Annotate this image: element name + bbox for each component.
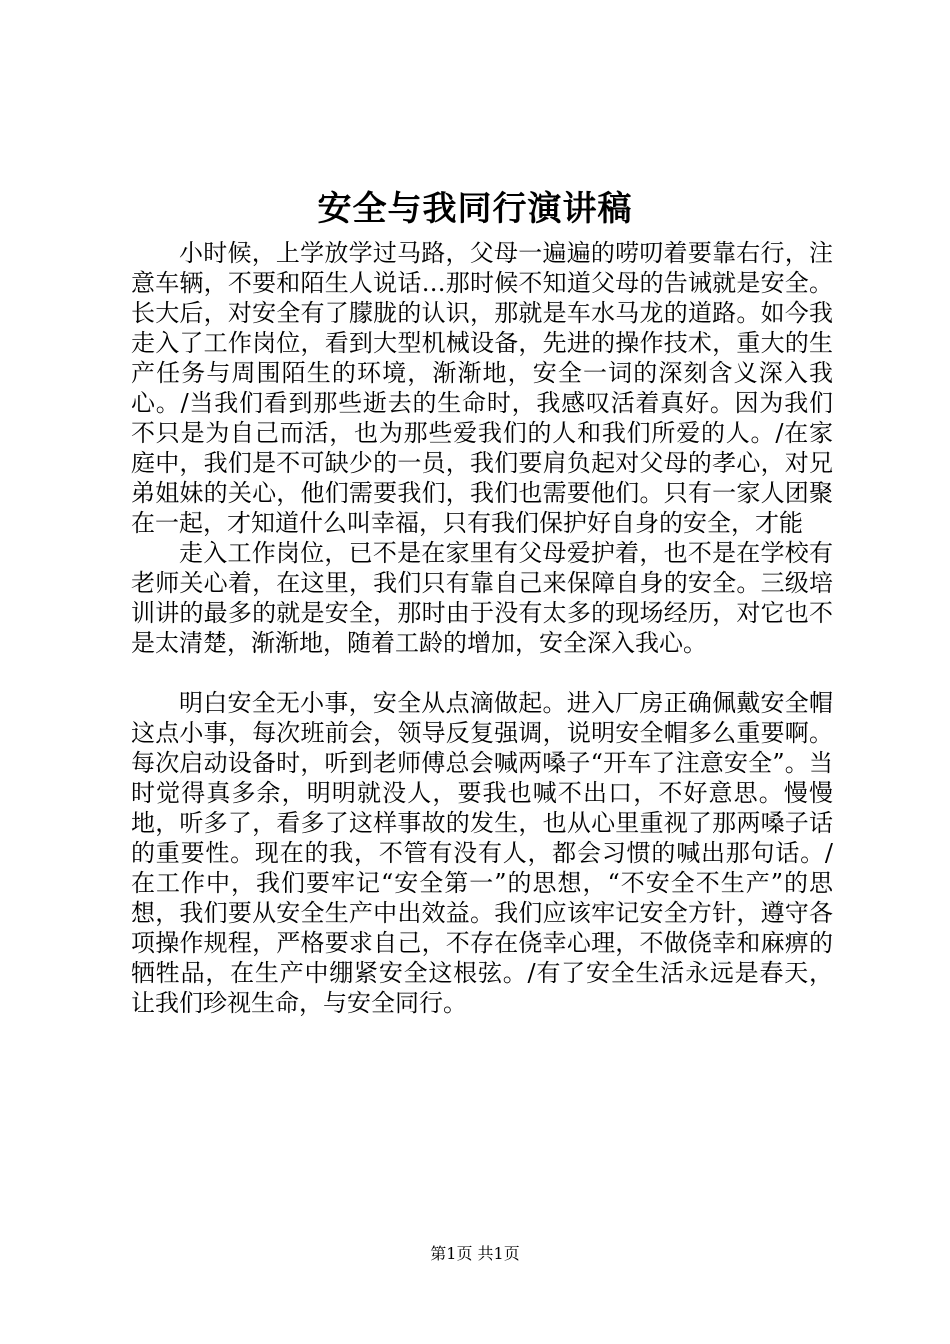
document-title: 安全与我同行演讲稿 [317, 189, 633, 229]
document-body [131, 238, 833, 1018]
paragraph-1: 小时候，上学放学过马路，父母一遍遍的唠叨着要靠右行，注意车辆，不要和陌生人说话…那时候不知道父母的告诫就是安全。长大后，对安全有了朦胧的认识，那就是车水马龙的道路。如今我走入了工作岗位，看到大型机械设备，先进的操作技术，重大的生产任务与周围陌生的环境，渐渐地，安全一词的深刻含义深入我心。/当我们看到那些逝去的生命时，我感叹活着真好。因为我们不只是为自己而活，也为那些爱我们的人和我们所爱的人。/在家庭中，我们是不可缺少的一员，我们要肩负起对父母的孝心，对兄弟姐妹的关心，他们需要我们，我们也需要他们。只有一家人团聚在一起，才知道什么叫幸福，只有我们保护好自身的安全，才能 [131, 239, 833, 537]
paragraph-2: 走入工作岗位，已不是在家里有父母爱护着，也不是在学校有老师关心着，在这里，我们只有靠自己来保障自身的安全。三级培训讲的最多的就是安全，那时由于没有太多的现场经历，对它也不是太清楚，渐渐地，随着工龄的增加，安全深入我心。 [131, 539, 833, 657]
paragraph-3: 明白安全无小事，安全从点滴做起。进入厂房正确佩戴安全帽这点小事，每次班前会，领导反复强调，说明安全帽多么重要啊。每次启动设备时，听到老师傅总会喊两嗓子“开车了注意安全”。当时觉得真多余，明明就没人，要我也喊不出口，不好意思。慢慢地，听多了，看多了这样事故的发生，也从心里重视了那两嗓子话的重要性。现在的我，不管有没有人，都会习惯的喊出那句话。/在工作中，我们要牢记“安全第一”的思想，“不安全不生产”的思想，我们要从安全生产中出效益。我们应该牢记安全方针，遵守各项操作规程，严格要求自己，不存在侥幸心理，不做侥幸和麻痹的牺牲品，在生产中绷紧安全这根弦。/有了安全生活永远是春天，让我们珍视生命，与安全同行。 [131, 689, 833, 1017]
page-footer: 第1页 共1页 [430, 1244, 520, 1263]
